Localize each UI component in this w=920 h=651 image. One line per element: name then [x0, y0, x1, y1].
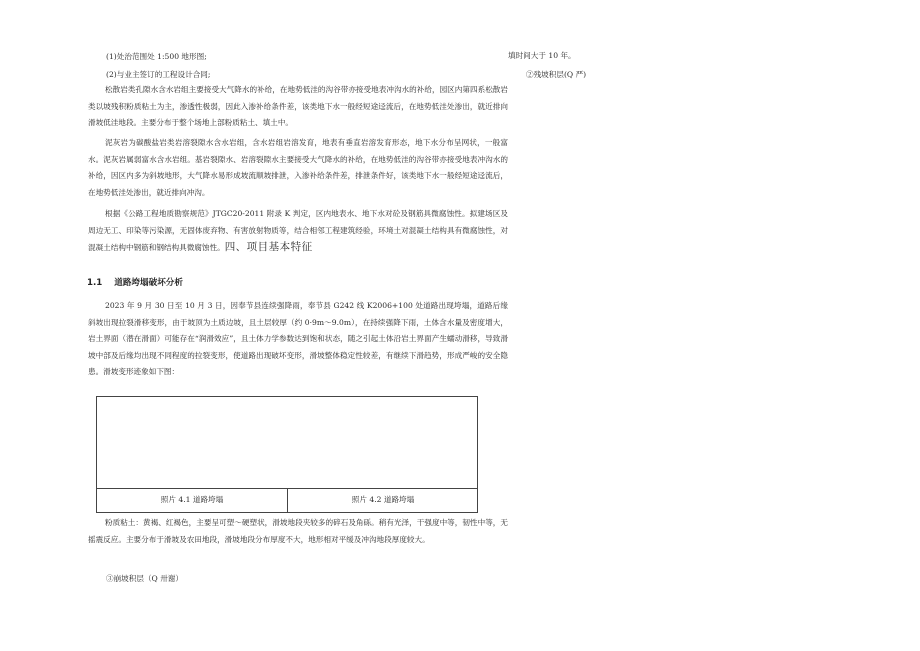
- paragraph-corrosion: [88, 206, 508, 257]
- heading-number: 1.1: [87, 278, 103, 288]
- paragraph-marl-water: 泥灰岩为碳酸盐岩类岩溶裂隙水含水岩组，含水岩组岩溶发育，地表有垂直岩溶发育形态，地下水分布呈网状，一般富水。泥灰岩属弱富水含水岩组。基岩裂隙水、岩溶裂隙水主要接受大气降水的补给，在地势低洼的沟谷带亦接受地表冲沟水的补给，因区内多为斜坡地形，大气降水易形成坡流顺坡排泄，入渗补给条件差，排泄条件好，该类地下水一般经短途迳流后，在地势低洼处渗出，就近排向冲沟。: [88, 138, 508, 197]
- photo-table: [96, 396, 478, 513]
- photo-caption-1: 照片 4.1 道路垮塌: [160, 495, 224, 504]
- right-column-line-1: 填时间大于 10 年。: [508, 51, 576, 60]
- heading-text: 道路垮塌破坏分析: [114, 278, 183, 288]
- corrosion-text: 根据《公路工程地质勘察规范》JTGC20-2011 附录 K 判定，区内地表水、地下水对砼及钢筋具微腐蚀性。拟建场区及周边无工、印染等污染源，无固体废弃物、有害放射物质等，结合相邻工程建筑经验，环境土对混凝土结构具有微腐蚀性，对混凝土结构中钢筋和钢结构具微腐蚀性。: [88, 209, 508, 252]
- paragraph-silty-clay: 粉质粘土：黄褐、红褐色，主要呈可塑～硬塑状，滑坡地段夹较多的碎石及角砾。稍有光泽，干强度中等，韧性中等，无摇震反应。主要分布于滑坡及农田地段，滑坡地段分布厚度不大，地形相对平缓及冲沟地段厚度较大。: [88, 518, 508, 544]
- reference-item-1: (1)处治范围处 1:500 地形图;: [106, 52, 207, 61]
- layer-item-3: ③崩坡积层（Q 卅谢）: [106, 574, 183, 583]
- paragraph-collapse-analysis: 2023 年 9 月 30 日至 10 月 3 日，因奉节县连续强降雨，奉节县 G242 线 K2006+100 处道路出现垮塌，道路后缘斜坡出现拉裂滑移变形，由于坡顶为土质边坡，且土层较厚（约 0·9m～9.0m），在持续强降下雨，土体含水量及密度增大，岩土界面（潜在滑面）可能存在“润滑效应”，且土体力学参数达到饱和状态，随之引起土体沿岩土界面产生蠕动滑移，导致滑坡中部及后缘均出现不同程度的拉裂变形，使道路出现破坏变形，滑坡整体稳定性较差，有继续下滑趋势，形成严峻的安全隐患。滑坡变形迹象如下图：: [88, 301, 508, 376]
- section-4-title: 四、项目基本特征: [224, 241, 313, 253]
- right-column-line-2: ②残坡积层(Q 严): [526, 70, 587, 79]
- reference-item-2: (2)与业主签订的工程设计合同;: [106, 70, 211, 79]
- paragraph-loose-rock-water: 松散岩类孔隙水含水岩组主要接受大气降水的补给，在地势低洼的沟谷带亦接受地表冲沟水的补给，园区内第四系松散岩类以坡残积粉质粘土为主，渗透性极弱，因此入渗补给条件差，该类地下水一般经短途迳流后，在地势低洼处渗出，就近排向滑坡低洼地段。主要分布于整个场地上部粉质粘土、填土中。: [88, 85, 508, 127]
- section-heading-1-1: [87, 276, 183, 288]
- photo-caption-2: 照片 4.2 道路垮塌: [351, 495, 415, 504]
